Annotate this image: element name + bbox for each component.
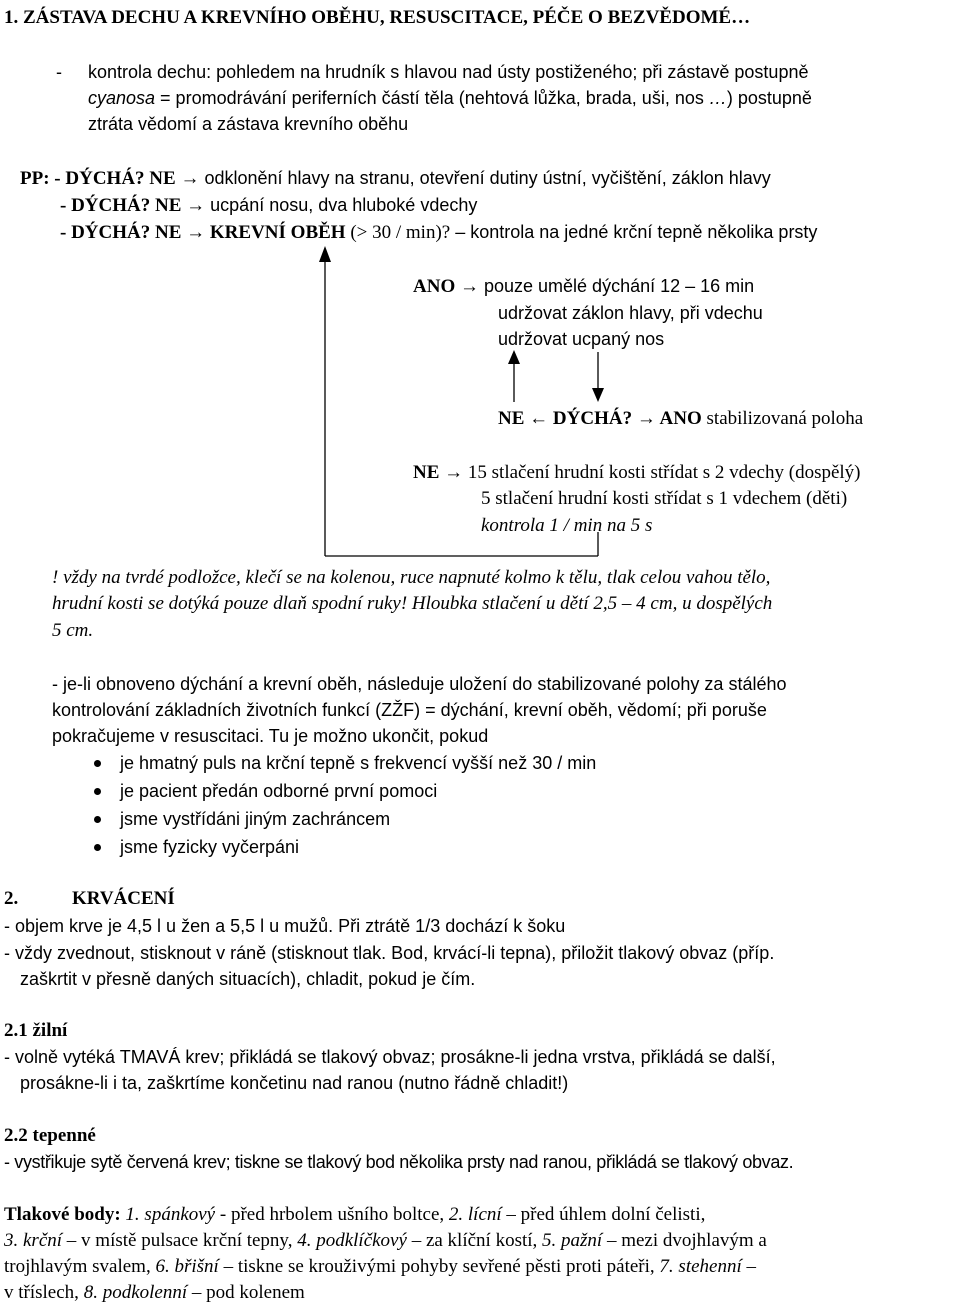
intro-dash: - — [56, 62, 62, 82]
section-1-title-text: 1. ZÁSTAVA DECHU A KREVNÍHO OBĚHU, RESUSCITACE, PÉČE O BEZVĚDOMÉ… — [4, 7, 751, 28]
section-2-line-3: zaškrtit v přesně daných situacích), chladit, pokud je čím. — [20, 969, 476, 989]
warning-text-1: ! vždy na tvrdé podložce, klečí se na kolenou, ruce napnuté kolmo k tělu, tlak celou vahou tělo, — [52, 567, 771, 588]
point-2-name: 2. lícní — [448, 1204, 502, 1225]
arrow-right-icon: → — [180, 168, 200, 189]
section-2-line-2: - vždy zvednout, stisknout v ráně (stisknout tlak. Bod, krvácí-li tepna), přiložit tlakový obvaz (příp. — [4, 943, 775, 963]
ano-stab-label: ANO — [655, 408, 702, 429]
ano-line-3: udržovat ucpaný nos — [498, 329, 665, 349]
point-6-text: – tiskne se krouživými pohyby sevřené pěsti proti páteři, — [218, 1256, 660, 1277]
point-1-name: 1. spánkový — [120, 1204, 216, 1225]
pp-q3: DÝCHÁ? — [71, 222, 151, 243]
pp-q2: DÝCHÁ? — [71, 195, 151, 216]
arrow-right-icon: → — [186, 195, 206, 216]
point-5-name: 5. pažní — [542, 1230, 603, 1251]
dycha-q: DÝCHÁ? — [552, 408, 633, 429]
pp-ne2: NE — [150, 195, 182, 216]
line-4-start: v tříslech, — [4, 1282, 84, 1303]
pp-ne3: NE — [150, 222, 182, 243]
pressure-points-label: Tlakové body: — [4, 1204, 121, 1225]
arrow-right-icon: → — [459, 276, 479, 297]
intro-line-1: kontrola dechu: pohledem na hrudník s hlavou nad ústy postiženého; při zástavě postupně — [88, 62, 809, 82]
warning-text-3: 5 cm. — [52, 620, 94, 641]
bullet-item-3: jsme vystřídáni jiným zachráncem — [120, 809, 391, 829]
ne-label-3: NE — [413, 462, 440, 483]
ne-text-3: kontrola 1 / min na 5 s — [481, 515, 653, 536]
bullet-dot — [94, 788, 101, 795]
arrow-right-icon: → — [186, 222, 206, 243]
pp-prefix: PP: - — [20, 168, 66, 189]
intro-line-2-end: ) postupně — [726, 88, 812, 108]
pressure-points-line-2 — [4, 1229, 767, 1253]
restore-line-1: - je-li obnoveno dýchání a krevní oběh, následuje uložení do stabilizované polohy za stálého — [52, 674, 787, 694]
bullet-item-1: je hmatný puls na krční tepně s frekvencí vyšší než 30 / min — [120, 753, 597, 773]
cyanosa-term: cyanosa — [88, 88, 156, 108]
section-2-title: KRVÁCENÍ — [72, 888, 175, 909]
bullet-dot — [94, 816, 101, 823]
point-4-name: 4. podklíčkový — [297, 1230, 407, 1251]
bullet-item-2: je pacient předán odborné první pomoci — [120, 781, 438, 801]
arrow-left-icon: ← — [529, 408, 549, 429]
intro-line-3: ztráta vědomí a zástava krevního oběhu — [88, 114, 409, 134]
ne-line-2: 5 stlačení hrudní kosti střídat s 1 vdechem (děti) — [481, 488, 848, 509]
pp-ne1: NE — [144, 168, 176, 189]
restore-line-2: kontrolování základních životních funkcí (ZŽF) = dýchání, krevní oběh, vědomí; při poruše — [52, 700, 767, 720]
pressure-points-line-3 — [4, 1255, 756, 1279]
point-8-name: 8. podkolenní — [83, 1282, 188, 1303]
warning-line-1 — [52, 566, 770, 590]
section-2-heading — [4, 887, 175, 911]
point-1-text: - před hrbolem ušního boltce, — [215, 1204, 449, 1225]
loop-connector — [325, 262, 598, 556]
section-2-2-line-1: - vystřikuje sytě červená krev; tiskne se tlakový bod několika prsty nad ranou, přikládá se tlakový obvaz. — [4, 1152, 794, 1172]
pp-kontrola: – kontrola na jedné krční tepně několika prsty — [450, 222, 818, 242]
point-2-text: – před úhlem dolní čelisti, — [501, 1204, 706, 1225]
bullet-dot — [94, 844, 101, 851]
point-8-text: – pod kolenem — [187, 1282, 305, 1303]
section-2-number: 2. — [4, 888, 19, 909]
arrow-right-icon: → — [444, 462, 464, 483]
warning-line-3 — [52, 619, 93, 643]
section-2-2-title — [4, 1124, 96, 1148]
point-5-text: – mezi dvojhlavým a — [602, 1230, 767, 1251]
pp-paren: (> 30 / min)? — [345, 222, 451, 243]
ne-text-1: 15 stlačení hrudní kosti střídat s 2 vdechy (dospělý) — [463, 462, 861, 483]
section-2-2-title-text: 2.2 tepenné — [4, 1125, 96, 1146]
ano-text-1: pouze umělé dýchání 12 – 16 min — [478, 276, 755, 296]
bullet-dot — [94, 760, 101, 767]
section-2-1-line-2: prosákne-li i ta, zaškrtíme končetinu nad ranou (nutno řádně chladit!) — [20, 1073, 569, 1093]
pressure-points-line-1 — [4, 1203, 705, 1227]
loop-arrowhead-up — [319, 246, 331, 262]
bullet-item-4: jsme fyzicky vyčerpáni — [120, 837, 300, 857]
stab-text: stabilizovaná poloha — [701, 408, 864, 429]
arrow-right-icon: → — [636, 408, 656, 429]
section-2-1-title — [4, 1019, 67, 1043]
pp-dash-2: - — [60, 195, 72, 216]
point-7-name: 7. stehenní — [659, 1256, 742, 1277]
warning-line-2 — [52, 592, 772, 616]
ne-label-2: NE — [498, 408, 525, 429]
up-arrowhead — [508, 350, 520, 364]
pressure-points-line-4 — [4, 1281, 305, 1305]
warning-text-2: hrudní kosti se dotýká pouze dlaň spodní ruky! Hloubka stlačení u dětí 2,5 – 4 cm, u dospělých — [52, 593, 773, 614]
down-arrowhead — [592, 388, 604, 402]
point-6-name: 6. břišní — [155, 1256, 219, 1277]
ellipsis: … — [708, 88, 727, 108]
point-3-text: – v místě pulsace krční tepny, — [62, 1230, 298, 1251]
pp-krevni: KREVNÍ OBĚH — [205, 222, 346, 243]
point-4-text: – za klíční kostí, — [406, 1230, 543, 1251]
pp-dash-3: - — [60, 222, 72, 243]
point-3-name: 3. krční — [4, 1230, 63, 1251]
section-2-1-title-text: 2.1 žilní — [4, 1020, 68, 1041]
section-2-line-1: - objem krve je 4,5 l u žen a 5,5 l u mužů. Při ztrátě 1/3 dochází k šoku — [4, 916, 566, 936]
pp-q1: DÝCHÁ? — [65, 168, 145, 189]
pp-action-2: ucpání nosu, dva hluboké vdechy — [205, 195, 478, 215]
ano-line-2: udržovat záklon hlavy, při vdechu — [498, 303, 763, 323]
intro-line-2-text: = promodrávání periferních částí těla (nehtová lůžka, brada, uši, nos — [155, 88, 709, 108]
point-7-text: – — [741, 1256, 756, 1277]
section-2-1-line-1: - volně vytéká TMAVÁ krev; přikládá se tlakový obvaz; prosákne-li jedna vrstva, přikládá se další, — [4, 1047, 776, 1067]
restore-line-3: pokračujeme v resuscitaci. Tu je možno ukončit, pokud — [52, 726, 489, 746]
pp-action-1: odklonění hlavy na stranu, otevření dutiny ústní, vyčištění, záklon hlavy — [199, 168, 771, 188]
ano-label: ANO — [413, 276, 456, 297]
line-3-start: trojhlavým svalem, — [4, 1256, 156, 1277]
